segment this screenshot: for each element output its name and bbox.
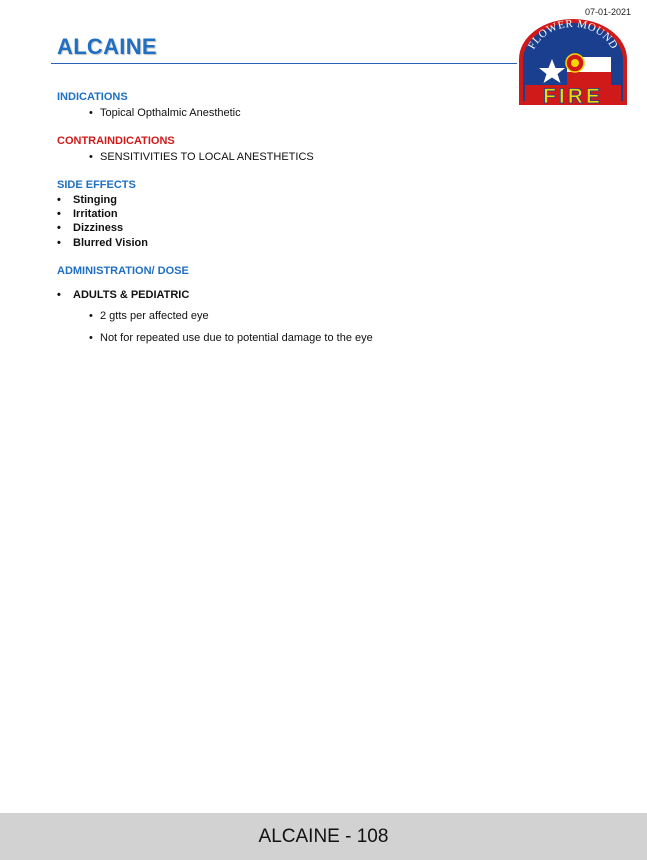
administration-group: • ADULTS & PEDIATRIC bbox=[57, 289, 190, 301]
contraindications-heading: CONTRAINDICATIONS bbox=[57, 135, 175, 147]
revision-date: 07-01-2021 bbox=[584, 7, 631, 17]
administration-heading: ADMINISTRATION/ DOSE bbox=[57, 265, 189, 277]
bullet-icon: • bbox=[89, 107, 93, 119]
side-effect-item: • Dizziness bbox=[57, 222, 124, 234]
indications-heading: INDICATIONS bbox=[57, 91, 128, 103]
page-title: ALCAINE bbox=[57, 34, 157, 59]
bullet-icon: • bbox=[57, 289, 61, 301]
flower-mound-fire-logo bbox=[517, 19, 629, 107]
maltese-cross-icon bbox=[566, 54, 584, 72]
side-effect-item: • Stinging bbox=[57, 194, 117, 206]
indication-item: • Topical Opthalmic Anesthetic bbox=[89, 107, 241, 119]
bullet-icon: • bbox=[89, 332, 93, 344]
title-underline bbox=[51, 63, 517, 64]
logo-top-text: FLOWER MOUND bbox=[525, 19, 621, 52]
contraindication-item: • SENSITIVITIES TO LOCAL ANESTHETICS bbox=[89, 151, 314, 163]
side-effect-item: • Irritation bbox=[57, 208, 118, 220]
logo-bottom-text: FIRE bbox=[543, 85, 603, 107]
side-effect-item: • Blurred Vision bbox=[57, 237, 148, 249]
side-effects-heading: SIDE EFFECTS bbox=[57, 179, 136, 191]
footer-page-label: ALCAINE - 108 bbox=[258, 826, 389, 847]
dose-item: • 2 gtts per affected eye bbox=[89, 310, 209, 322]
bullet-icon: • bbox=[89, 151, 93, 163]
bullet-icon: • bbox=[57, 194, 61, 206]
bullet-icon: • bbox=[57, 208, 61, 220]
dose-item: • Not for repeated use due to potential damage to the eye bbox=[89, 332, 373, 344]
bullet-icon: • bbox=[89, 310, 93, 322]
bullet-icon: • bbox=[57, 237, 61, 249]
bullet-icon: • bbox=[57, 222, 61, 234]
